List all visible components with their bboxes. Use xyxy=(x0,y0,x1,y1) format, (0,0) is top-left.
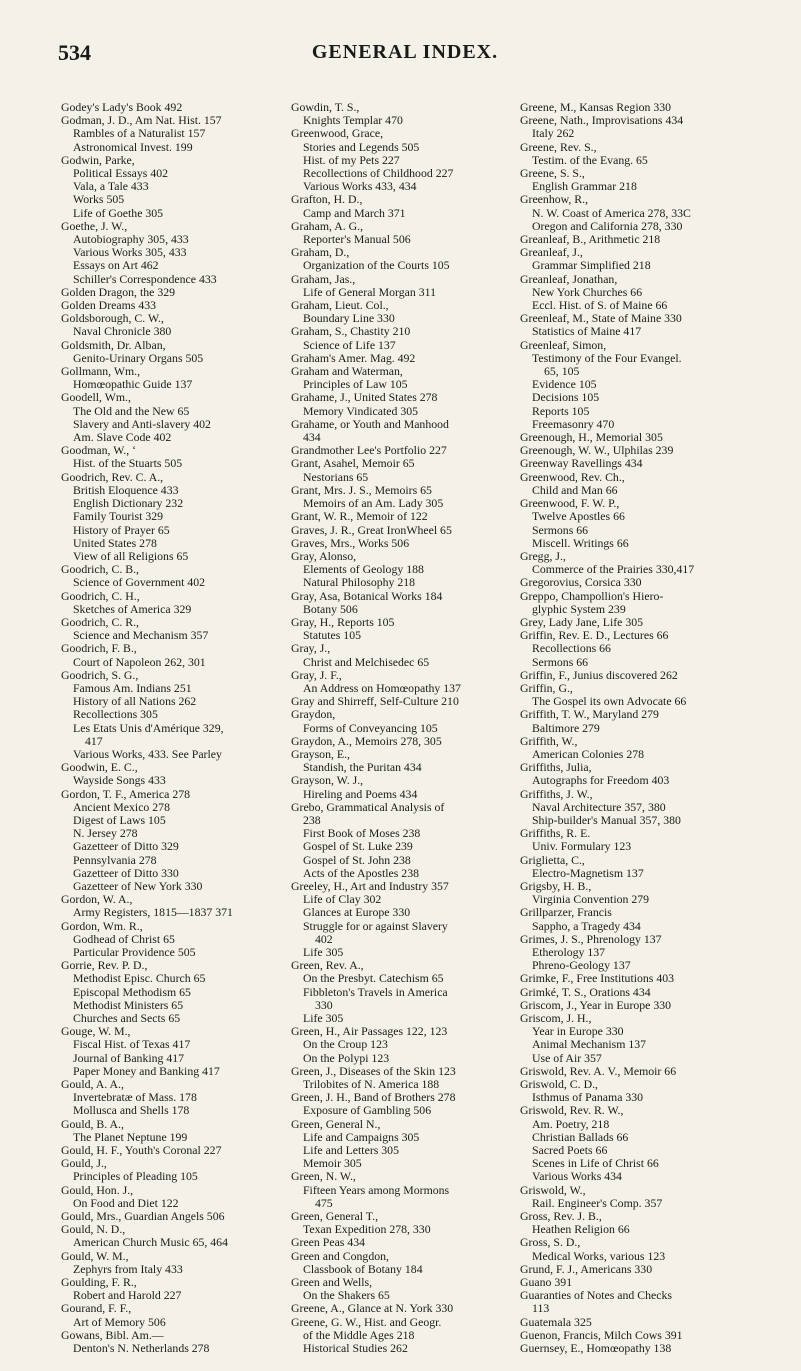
index-entry: Griffiths, Julia, xyxy=(520,760,592,775)
index-entry: Griffiths, R. E. xyxy=(520,826,591,841)
index-entry: Graham's Amer. Mag. 492 xyxy=(291,350,416,365)
index-entry: Vala, a Tale 433 xyxy=(73,179,149,194)
index-entry: Greanleaf, J., xyxy=(520,245,583,260)
index-entry: Art of Memory 506 xyxy=(73,1314,166,1329)
index-entry: Gouge, W. M., xyxy=(61,1024,131,1039)
index-entry: Gordon, T. F., America 278 xyxy=(61,786,191,801)
index-entry: Green and Congdon, xyxy=(291,1248,389,1263)
index-entry: Gordon, W. A., xyxy=(61,892,133,907)
index-entry: Greenhow, R., xyxy=(520,192,589,207)
index-entry: Life of Goethe 305 xyxy=(73,205,164,220)
index-entry: Graham, Lieut. Col., xyxy=(291,298,389,313)
index-entry: Goodman, W., ‘ xyxy=(61,443,137,458)
index-entry: Robert and Harold 227 xyxy=(73,1288,182,1303)
index-entry: Hist. of my Pets 227 xyxy=(303,152,400,167)
index-entry: Gregorovius, Corsica 330 xyxy=(520,575,642,590)
index-entry: Am. Slave Code 402 xyxy=(73,430,172,445)
index-entry: Testimony of the Four Evangel. xyxy=(532,350,682,365)
index-entry: Graham and Waterman, xyxy=(291,364,403,379)
index-entry: Green, General N., xyxy=(291,1116,381,1131)
index-entry: Gross, S. D., xyxy=(520,1235,581,1250)
index-entry: Gray, H., Reports 105 xyxy=(291,614,395,629)
index-entry: British Eloquence 433 xyxy=(73,482,179,497)
index-entry: Griffin, G., xyxy=(520,680,573,695)
index-entry: Gould, J., xyxy=(61,1156,107,1171)
index-entry: Churches and Sects 65 xyxy=(73,1011,181,1026)
index-entry: Gray, J. F., xyxy=(291,667,342,682)
index-entry: Principles of Pleading 105 xyxy=(73,1169,198,1184)
index-entry: Twelve Apostles 66 xyxy=(532,509,625,524)
index-entry: Griffith, T. W., Maryland 279 xyxy=(520,707,659,722)
index-entry: Guaranties of Notes and Checks xyxy=(520,1288,673,1303)
index-entry: Rambles of a Naturalist 157 xyxy=(73,126,206,141)
index-entry: Gourand, F. F., xyxy=(61,1301,132,1316)
index-entry: Gould, H. F., Youth's Coronal 227 xyxy=(61,1143,222,1158)
index-entry: Gollmann, Wm., xyxy=(61,364,141,379)
index-entry: New York Churches 66 xyxy=(532,284,643,299)
index-entry: Greenough, H., Memorial 305 xyxy=(520,430,663,445)
index-entry: Grafton, H. D., xyxy=(291,192,363,207)
index-entry: Green and Wells, xyxy=(291,1275,373,1290)
index-entry: Decisions 105 xyxy=(532,390,600,405)
index-entry: Army Registers, 1815—1837 371 xyxy=(73,905,233,920)
index-entry: English Dictionary 232 xyxy=(73,496,184,511)
index-entry: Astronomical Invest. 199 xyxy=(73,139,193,154)
index-entry: Various Works 305, 433 xyxy=(73,245,187,260)
index-entry: Gospel of St. John 238 xyxy=(303,852,411,867)
index-entry: Stories and Legends 505 xyxy=(303,139,420,154)
index-entry: 402 xyxy=(315,931,333,946)
index-entry: Life and Campaigns 305 xyxy=(303,1129,420,1144)
index-entry: Forms of Conveyancing 105 xyxy=(303,720,438,735)
index-entry: Grund, F. J., Americans 330 xyxy=(520,1261,653,1276)
index-entry: Etherology 137 xyxy=(532,945,606,959)
index-entry: Guenon, Francis, Milch Cows 391 xyxy=(520,1327,683,1342)
index-entry: Isthmus of Panama 330 xyxy=(532,1090,644,1105)
index-entry: Glances at Europe 330 xyxy=(303,905,411,920)
index-entry: Science and Mechanism 357 xyxy=(73,628,209,643)
index-entry: Graham, A. G., xyxy=(291,218,364,233)
index-entry: Graves, Mrs., Works 506 xyxy=(291,535,410,550)
index-entry: Goodrich, S. G., xyxy=(61,667,139,682)
index-entry: Griscom, J., Year in Europe 330 xyxy=(520,997,672,1012)
index-entry: Greenleaf, Simon, xyxy=(520,337,607,352)
index-entry: Principles of Law 105 xyxy=(303,377,408,392)
index-entry: Am. Poetry, 218 xyxy=(532,1116,610,1131)
index-entry: Methodist Ministers 65 xyxy=(73,997,184,1012)
index-entry: 113 xyxy=(532,1301,550,1316)
index-entry: 475 xyxy=(315,1195,333,1210)
index-entry: N. Jersey 278 xyxy=(73,826,138,841)
index-entry: Grant, Mrs. J. S., Memoirs 65 xyxy=(291,482,432,497)
index-entry: Denton's N. Netherlands 278 xyxy=(73,1341,210,1356)
index-entry: On the Croup 123 xyxy=(303,1037,388,1052)
index-entry: Goodrich, C. B., xyxy=(61,562,139,577)
index-entry: Phreno-Geology 137 xyxy=(532,958,631,973)
index-entry: Christian Ballads 66 xyxy=(532,1129,629,1144)
index-entry: Gould, W. M., xyxy=(61,1248,129,1263)
index-entry: Scenes in Life of Christ 66 xyxy=(532,1156,659,1171)
index-entry: of the Middle Ages 218 xyxy=(303,1327,415,1342)
index-entry: Digest of Laws 105 xyxy=(73,812,166,827)
index-entry: On the Polypi 123 xyxy=(303,1050,390,1065)
index-entry: Elements of Geology 188 xyxy=(303,562,424,577)
index-entry: Godman, J. D., Am Nat. Hist. 157 xyxy=(61,113,222,128)
index-entry: Les Etats Unis d'Amérique 329, xyxy=(73,720,224,735)
index-entry: Ship-builder's Manual 357, 380 xyxy=(532,812,681,827)
index-entry: Goldsmith, Dr. Alban, xyxy=(61,337,166,352)
index-entry: American Church Music 65, 464 xyxy=(73,1235,228,1250)
index-entry: Grey, Lady Jane, Life 305 xyxy=(520,614,644,629)
index-entry: Griffin, Rev. E. D., Lectures 66 xyxy=(520,628,669,643)
index-entry: Wayside Songs 433 xyxy=(73,773,166,788)
index-entry: Graydon, xyxy=(291,707,336,722)
index-entry: Camp and March 371 xyxy=(303,205,406,220)
index-entry: Grayson, W. J., xyxy=(291,773,364,788)
index-entry: Grayson, E., xyxy=(291,746,350,761)
index-entry: Hireling and Poems 434 xyxy=(303,786,418,801)
index-entry: Trilobites of N. America 188 xyxy=(303,1077,440,1092)
index-entry: Eccl. Hist. of S. of Maine 66 xyxy=(532,298,668,313)
index-entry: Greenwood, Rev. Ch., xyxy=(520,469,625,484)
index-entry: Greene, Rev. S., xyxy=(520,139,597,154)
index-entry: Grebo, Grammatical Analysis of xyxy=(291,799,445,814)
index-entry: 238 xyxy=(303,812,321,827)
index-entry: Science of Government 402 xyxy=(73,575,206,590)
index-entry: English Grammar 218 xyxy=(532,179,637,194)
index-entry: Evidence 105 xyxy=(532,377,597,392)
index-entry: Gray, Asa, Botanical Works 184 xyxy=(291,588,443,603)
index-entry: Griswold, C. D., xyxy=(520,1077,598,1092)
index-entry: Gowans, Bibl. Am.— xyxy=(61,1327,164,1342)
index-entry: An Address on Homœopathy 137 xyxy=(303,680,461,695)
index-entry: Court of Napoleon 262, 301 xyxy=(73,654,206,669)
index-entry: Ancient Mexico 278 xyxy=(73,799,170,814)
index-entry: Mollusca and Shells 178 xyxy=(73,1103,190,1118)
index-entry: 434 xyxy=(303,430,321,445)
index-entry: Medical Works, various 123 xyxy=(532,1248,666,1263)
index-entry: Sacred Poets 66 xyxy=(532,1143,608,1158)
index-entry: Green, J., Diseases of the Skin 123 xyxy=(291,1063,456,1078)
index-entry: Godwin, Parke, xyxy=(61,152,135,167)
index-entry: Gregg, J., xyxy=(520,548,566,563)
index-entry: Acts of the Apostles 238 xyxy=(303,865,419,880)
index-entry: First Book of Moses 238 xyxy=(303,826,421,841)
index-entry: Fiscal Hist. of Texas 417 xyxy=(73,1037,191,1052)
index-entry: Zephyrs from Italy 433 xyxy=(73,1261,183,1276)
index-entry: Guatemala 325 xyxy=(520,1314,592,1329)
index-entry: Standish, the Puritan 434 xyxy=(303,760,422,775)
index-entry: Grimké, T. S., Orations 434 xyxy=(520,984,651,999)
index-entry: Recollections 66 xyxy=(532,641,611,656)
index-entry: Greenwood, Grace, xyxy=(291,126,384,141)
index-entry: 65, 105 xyxy=(544,364,580,379)
index-entry: Life and Letters 305 xyxy=(303,1143,399,1158)
index-entry: Gowdin, T. S., xyxy=(291,101,360,114)
index-entry: Testim. of the Evang. 65 xyxy=(532,152,648,167)
index-entry: Goodrich, C. H., xyxy=(61,588,140,603)
index-entry: Struggle for or against Slavery xyxy=(303,918,448,933)
index-entry: Greppo, Champollion's Hiero- xyxy=(520,588,664,603)
index-entry: Organization of the Courts 105 xyxy=(303,258,450,273)
index-entry: Greenough, W. W., Ulphilas 239 xyxy=(520,443,674,458)
index-entry: Griswold, Rev. R. W., xyxy=(520,1103,624,1118)
index-entry: Greeley, H., Art and Industry 357 xyxy=(291,878,449,893)
index-entry: On the Presbyt. Catechism 65 xyxy=(303,971,444,986)
index-entry: Grimke, F., Free Institutions 403 xyxy=(520,971,675,986)
index-entry: Godhead of Christ 65 xyxy=(73,931,175,946)
index-entry: Greene, Nath., Improvisations 434 xyxy=(520,113,684,128)
index-entry: Guernsey, E., Homœopathy 138 xyxy=(520,1341,672,1356)
index-entry: Rail. Engineer's Comp. 357 xyxy=(532,1195,663,1210)
index-column-2 xyxy=(291,101,529,1355)
index-entry: Statutes 105 xyxy=(303,628,361,643)
index-entry: United States 278 xyxy=(73,535,157,550)
index-entry: Graham, S., Chastity 210 xyxy=(291,324,411,339)
index-entry: Fifteen Years among Mormons xyxy=(303,1182,450,1197)
index-entry: Various Works 434 xyxy=(532,1169,622,1184)
index-entry: American Colonies 278 xyxy=(532,746,645,761)
index-entry: Slavery and Anti-slavery 402 xyxy=(73,416,211,431)
index-entry: Classbook of Botany 184 xyxy=(303,1261,423,1276)
index-entry: Recollections 305 xyxy=(73,707,158,722)
index-entry: Famous Am. Indians 251 xyxy=(73,680,192,695)
index-entry: Family Tourist 329 xyxy=(73,509,164,524)
index-entry: Reports 105 xyxy=(532,403,590,418)
index-entry: Goodrich, F. B., xyxy=(61,641,137,656)
index-entry: Godey's Lady's Book 492 xyxy=(61,101,183,114)
index-entry: Miscell. Writings 66 xyxy=(532,535,629,550)
index-entry: Paper Money and Banking 417 xyxy=(73,1063,220,1078)
index-entry: Gray, J., xyxy=(291,641,331,656)
index-entry: Fibbleton's Travels in America xyxy=(303,984,448,999)
index-entry: Gospel of St. Luke 239 xyxy=(303,839,413,854)
index-entry: Life 305 xyxy=(303,1011,344,1026)
index-entry: Golden Dreams 433 xyxy=(61,298,157,313)
index-entry: Naval Chronicle 380 xyxy=(73,324,172,339)
index-entry: Univ. Formulary 123 xyxy=(532,839,632,854)
index-entry: Green, General T., xyxy=(291,1209,379,1224)
index-entry: Heathen Religion 66 xyxy=(532,1222,630,1237)
index-entry: Memoirs of an Am. Lady 305 xyxy=(303,496,444,511)
index-entry: Exposure of Gambling 506 xyxy=(303,1103,432,1118)
index-entry: Baltimore 279 xyxy=(532,720,600,735)
index-entry: Graydon, A., Memoirs 278, 305 xyxy=(291,733,442,748)
index-entry: Genito-Urinary Organs 505 xyxy=(73,350,204,365)
index-entry: Greanleaf, B., Arithmetic 218 xyxy=(520,232,661,247)
index-entry: Autobiography 305, 433 xyxy=(73,232,189,247)
index-entry: Commerce of the Prairies 330,417 xyxy=(532,562,695,577)
index-entry: Various Works 433, 434 xyxy=(303,179,417,194)
index-entry: Gray and Shirreff, Self-Culture 210 xyxy=(291,694,459,709)
index-entry: Goodell, Wm., xyxy=(61,390,131,405)
index-entry: Botany 506 xyxy=(303,601,358,616)
index-entry: History of Prayer 65 xyxy=(73,522,170,537)
index-entry: Griswold, Rev. A. V., Memoir 66 xyxy=(520,1063,677,1078)
index-entry: Greenleaf, M., State of Maine 330 xyxy=(520,311,682,326)
index-entry: Grahame, J., United States 278 xyxy=(291,390,438,405)
index-entry: Greene, A., Glance at N. York 330 xyxy=(291,1301,454,1316)
index-entry: Use of Air 357 xyxy=(532,1050,602,1065)
page-header xyxy=(58,40,752,70)
index-entry: Child and Man 66 xyxy=(532,482,618,497)
index-column-1 xyxy=(61,101,299,1355)
index-entry: Goldsborough, C. W., xyxy=(61,311,164,326)
index-entry: Grandmother Lee's Portfolio 227 xyxy=(291,443,447,458)
index-entry: Memoir 305 xyxy=(303,1156,362,1171)
index-column-3 xyxy=(520,101,758,1355)
index-entry: Gazetteer of Ditto 330 xyxy=(73,865,179,880)
index-entry: Griffith, W., xyxy=(520,733,578,748)
index-entry: Life 305 xyxy=(303,945,344,959)
index-entry: Graham, D., xyxy=(291,245,350,260)
index-entry: Green Peas 434 xyxy=(291,1235,366,1250)
index-entry: Methodist Episc. Church 65 xyxy=(73,971,206,986)
index-entry: Greene, G. W., Hist. and Geogr. xyxy=(291,1314,442,1329)
index-entry: On the Shakers 65 xyxy=(303,1288,390,1303)
index-entry: Gould, Hon. J., xyxy=(61,1182,134,1197)
index-entry: Gordon, Wm. R., xyxy=(61,918,143,933)
index-entry: Pennsylvania 278 xyxy=(73,852,157,867)
index-entry: Italy 262 xyxy=(532,126,575,141)
index-entry: Griglietta, C., xyxy=(520,852,585,867)
index-entry: Gould, Mrs., Guardian Angels 506 xyxy=(61,1209,225,1224)
index-entry: Virginia Convention 279 xyxy=(532,892,650,907)
index-entry: Various Works, 433. See Parley xyxy=(73,746,222,761)
index-entry: Green, H., Air Passages 122, 123 xyxy=(291,1024,448,1039)
index-entry: Freemasonry 470 xyxy=(532,416,615,431)
index-entry: Sappho, a Tragedy 434 xyxy=(532,918,641,933)
index-entry: The Old and the New 65 xyxy=(73,403,190,418)
index-entry: Naval Architecture 357, 380 xyxy=(532,799,666,814)
page-number: 534 xyxy=(58,40,91,65)
index-entry: Gorrie, Rev. P. D., xyxy=(61,958,148,973)
index-entry: Animal Mechanism 137 xyxy=(532,1037,647,1052)
index-entry: Journal of Banking 417 xyxy=(73,1050,185,1065)
index-entry: Invertebratæ of Mass. 178 xyxy=(73,1090,197,1105)
index-entry: glyphic System 239 xyxy=(532,601,626,616)
index-entry: Grimes, J. S., Phrenology 137 xyxy=(520,931,662,946)
index-entry: View of all Religions 65 xyxy=(73,548,189,563)
index-entry: Natural Philosophy 218 xyxy=(303,575,416,590)
index-entry: Greenwood, F. W. P., xyxy=(520,496,620,511)
index-entry: Oregon and California 278, 330 xyxy=(532,218,683,233)
index-entry: Boundary Line 330 xyxy=(303,311,395,326)
index-entry: Sketches of America 329 xyxy=(73,601,192,616)
index-entry: Memory Vindicated 305 xyxy=(303,403,419,418)
index-entry: Knights Templar 470 xyxy=(303,113,403,128)
index-entry: Episcopal Methodism 65 xyxy=(73,984,191,999)
index-entry: Greene, S. S., xyxy=(520,166,585,181)
index-entry: The Planet Neptune 199 xyxy=(73,1129,188,1144)
index-entry: Grigsby, H. B., xyxy=(520,878,592,893)
index-entry: Grahame, or Youth and Manhood xyxy=(291,416,449,431)
index-entry: Goulding, F. R., xyxy=(61,1275,137,1290)
index-entry: Guano 391 xyxy=(520,1275,573,1290)
index-entry: The Gospel its own Advocate 66 xyxy=(532,694,687,709)
index-entry: Life of General Morgan 311 xyxy=(303,284,436,299)
index-entry: Goethe, J. W., xyxy=(61,218,128,233)
index-entry: Statistics of Maine 417 xyxy=(532,324,642,339)
index-entry: Gould, N. D., xyxy=(61,1222,126,1237)
index-entry: 330 xyxy=(315,997,333,1012)
index-entry: Griffiths, J. W., xyxy=(520,786,593,801)
index-entry: Goodwin, E. C., xyxy=(61,760,138,775)
index-entry: Nestorians 65 xyxy=(303,469,369,484)
index-entry: Schiller's Correspondence 433 xyxy=(73,271,217,286)
index-entry: Gray, Alonso, xyxy=(291,548,357,563)
index-entry: Texan Expedition 278, 330 xyxy=(303,1222,431,1237)
index-entry: Electro-Magnetism 137 xyxy=(532,865,644,880)
index-entry: 417 xyxy=(85,733,103,748)
index-entry: Political Essays 402 xyxy=(73,166,169,181)
index-entry: Grillparzer, Francis xyxy=(520,905,612,920)
index-entry: Grammar Simplified 218 xyxy=(532,258,651,273)
index-entry: Gould, A. A., xyxy=(61,1077,124,1092)
index-entry: Grant, W. R., Memoir of 122 xyxy=(291,509,428,524)
index-entry: Greanleaf, Jonathan, xyxy=(520,271,618,286)
index-entry: Historical Studies 262 xyxy=(303,1341,408,1356)
index-entry: Works 505 xyxy=(73,192,125,207)
index-entry: Griswold, W., xyxy=(520,1182,586,1197)
index-entry: N. W. Coast of America 278, 33C xyxy=(532,205,691,220)
index-entry: Science of Life 137 xyxy=(303,337,396,352)
index-entry: Greene, M., Kansas Region 330 xyxy=(520,101,672,114)
index-entry: Hist. of the Stuarts 505 xyxy=(73,456,183,471)
index-entry: Gazetteer of New York 330 xyxy=(73,878,203,893)
index-entry: Particular Providence 505 xyxy=(73,945,196,959)
index-entry: Sermons 66 xyxy=(532,522,589,537)
index-entry: Green, J. H., Band of Brothers 278 xyxy=(291,1090,456,1105)
index-entry: Griscom, J. H., xyxy=(520,1011,592,1026)
index-entry: On Food and Diet 122 xyxy=(73,1195,179,1210)
index-entry: Essays on Art 462 xyxy=(73,258,159,273)
index-entry: History of all Nations 262 xyxy=(73,694,197,709)
index-entry: Life of Clay 302 xyxy=(303,892,382,907)
index-entry: Reporter's Manual 506 xyxy=(303,232,411,247)
index-entry: Gross, Rev. J. B., xyxy=(520,1209,602,1224)
index-entry: Sermons 66 xyxy=(532,654,589,669)
index-entry: Green, Rev. A., xyxy=(291,958,364,973)
index-entry: Goodrich, Rev. C. A., xyxy=(61,469,164,484)
index-entry: Graves, J. R., Great IronWheel 65 xyxy=(291,522,452,537)
index-entry: Goodrich, C. R., xyxy=(61,614,139,629)
index-entry: Gould, B. A., xyxy=(61,1116,124,1131)
index-entry: Homœopathic Guide 137 xyxy=(73,377,193,392)
index-entry: Golden Dragon, the 329 xyxy=(61,284,176,299)
page-title: GENERAL INDEX. xyxy=(311,41,499,63)
index-entry: Greenway Ravellings 434 xyxy=(520,456,643,471)
index-entry: Autographs for Freedom 403 xyxy=(532,773,670,788)
index-entry: Christ and Melchisedec 65 xyxy=(303,654,430,669)
index-entry: Gazetteer of Ditto 329 xyxy=(73,839,179,854)
index-entry: Recollections of Childhood 227 xyxy=(303,166,454,181)
index-entry: Green, N. W., xyxy=(291,1169,356,1184)
index-entry: Grant, Asahel, Memoir 65 xyxy=(291,456,415,471)
index-entry: Graham, Jas., xyxy=(291,271,356,286)
index-entry: Griffin, F., Junius discovered 262 xyxy=(520,667,678,682)
index-entry: Year in Europe 330 xyxy=(532,1024,624,1039)
